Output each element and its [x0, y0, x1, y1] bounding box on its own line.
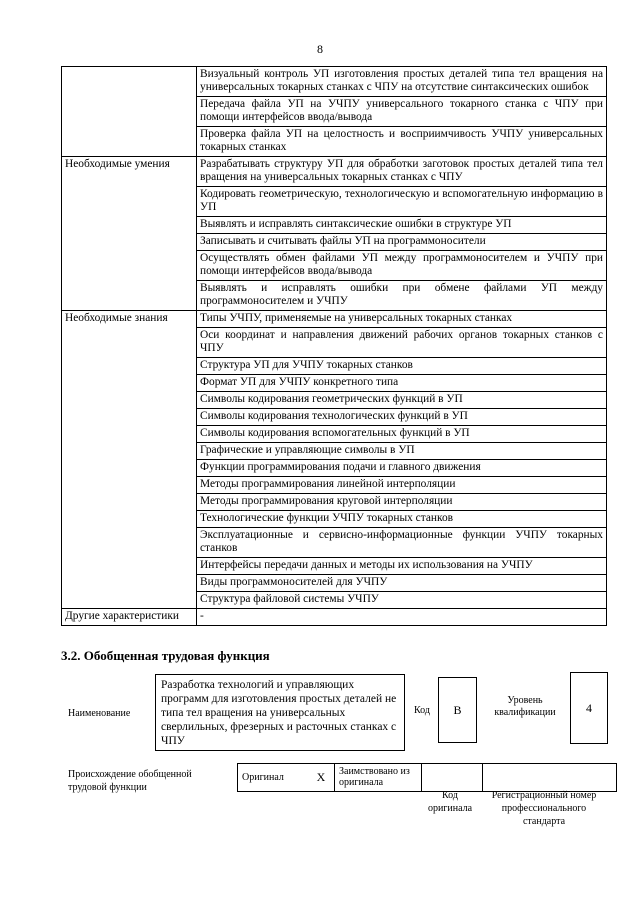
reg-number-cell — [483, 764, 617, 792]
row-category-label: Необходимые знания — [62, 311, 197, 609]
row-item: Осуществлять обмен файлами УП между программоносителем и УЧПУ при помощи интерфейсов ввода/вывода — [197, 251, 607, 281]
table-row — [62, 67, 607, 97]
original-mark: X — [308, 764, 335, 792]
row-item: Функции программирования подачи и главного движения — [197, 460, 607, 477]
row-item: Разрабатывать структуру УП для обработки заготовок простых деталей типа тел вращения на универсальных токарных станках с ЧПУ — [197, 157, 607, 187]
original-label: Оригинал — [238, 764, 309, 792]
name-label: Наименование — [68, 708, 131, 719]
row-item: Методы программирования круговой интерполяции — [197, 494, 607, 511]
row-item: Записывать и считывать файлы УП на программоносители — [197, 234, 607, 251]
row-item: Формат УП для УЧПУ конкретного типа — [197, 375, 607, 392]
table-row — [62, 157, 607, 187]
row-item: Типы УЧПУ, применяемые на универсальных токарных станках — [197, 311, 607, 328]
competency-table — [61, 66, 607, 626]
row-item: Оси координат и направления движений рабочих органов токарных станков с ЧПУ — [197, 328, 607, 358]
row-category-label — [62, 67, 197, 157]
row-item: Визуальный контроль УП изготовления простых деталей типа тел вращения на универсальных токарных станках с ЧПУ на отсутствие синтаксических ошибок — [197, 67, 607, 97]
code-value: B — [438, 677, 477, 743]
row-item: Кодировать геометрическую, технологическую и вспомогательную информацию в УП — [197, 187, 607, 217]
row-item: Передача файла УП на УЧПУ универсального токарного станка с ЧПУ при помощи интерфейсов ввода/вывода — [197, 97, 607, 127]
level-label: Уровень квалификации — [494, 695, 556, 718]
row-item: Выявлять и исправлять ошибки при обмене файлами УП между программоносителем и УЧПУ — [197, 281, 607, 311]
borrowed-label: Заимствовано из оригинала — [335, 764, 422, 792]
row-item: Технологические функции УЧПУ токарных станков — [197, 511, 607, 528]
row-item: Эксплуатационные и сервисно-информационные функции УЧПУ токарных станков — [197, 528, 607, 558]
row-item: Выявлять и исправлять синтаксические ошибки в структуре УП — [197, 217, 607, 234]
origin-table — [237, 763, 617, 792]
row-item: Структура файловой системы УЧПУ — [197, 592, 607, 609]
table-row — [62, 311, 607, 328]
row-item: Интерфейсы передачи данных и методы их использования на УЧПУ — [197, 558, 607, 575]
origin-label: Происхождение обобщенной трудовой функции — [68, 769, 192, 793]
section-title: 3.2. Обобщенная трудовая функция — [61, 648, 270, 663]
row-item: Методы программирования линейной интерполяции — [197, 477, 607, 494]
table-row — [62, 609, 607, 626]
row-item: - — [197, 609, 607, 626]
origin-code-cell — [422, 764, 483, 792]
row-item: Символы кодирования технологических функций в УП — [197, 409, 607, 426]
row-item: Проверка файла УП на целостность и восприимчивость УЧПУ универсальных токарных станках — [197, 127, 607, 157]
reg-number-label: Регистрационный номер профессионального стандарта — [491, 790, 597, 827]
row-category-label: Необходимые умения — [62, 157, 197, 311]
row-item: Структура УП для УЧПУ токарных станков — [197, 358, 607, 375]
level-value: 4 — [570, 672, 608, 744]
code-label: Код — [414, 705, 430, 716]
row-item: Виды программоносителей для УЧПУ — [197, 575, 607, 592]
name-value: Разработка технологий и управляющих программ для изготовления простых деталей не типа тел вращения на универсальных сверлильных, фрезерных и расточных станках с ЧПУ — [155, 674, 405, 751]
origin-code-label: Код оригинала — [427, 790, 473, 814]
row-category-label: Другие характеристики — [62, 609, 197, 626]
row-item: Символы кодирования вспомогательных функций в УП — [197, 426, 607, 443]
page-number: 8 — [317, 42, 323, 56]
row-item: Графические и управляющие символы в УП — [197, 443, 607, 460]
row-item: Символы кодирования геометрических функций в УП — [197, 392, 607, 409]
